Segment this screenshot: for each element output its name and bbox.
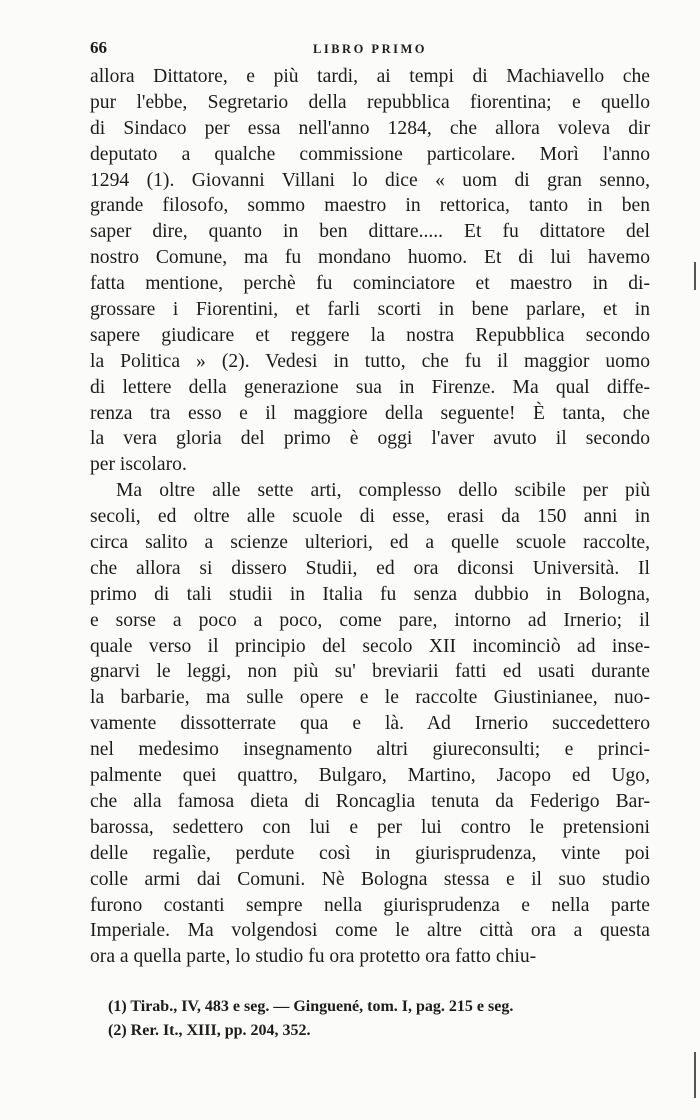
text-line: nostro Comune, ma fu mondano huomo. Et di lui havemo	[90, 247, 650, 269]
text-line: grande filosofo, sommo maestro in rettorica, tanto in ben	[90, 195, 650, 217]
text-line: saper dire, quanto in ben dittare..... Et fu dittatore del	[90, 221, 650, 243]
text-line: ora a quella parte, lo studio fu ora protetto ora fatto chiu-	[90, 946, 537, 968]
text-line: deputato a qualche commissione particolare. Morì l'anno	[90, 143, 650, 165]
page-header	[90, 38, 650, 64]
text-line: palmente quei quattro, Bulgaro, Martino, Jacopo ed Ugo,	[90, 765, 650, 787]
text-line: quale verso il principio del secolo XII incominciò ad inse-	[90, 635, 650, 657]
text-line: barossa, sedettero con lui e per lui contro le pretensioni	[90, 816, 650, 838]
text-line: che alla famosa dieta di Roncaglia tenuta da Federigo Bar-	[90, 790, 650, 812]
text-line: di lettere della generazione sua in Firenze. Ma qual diffe-	[90, 376, 650, 398]
page-edge-mark	[694, 262, 696, 290]
text-line: grossare i Fiorentini, et farli scorti in bene parlare, et in	[90, 299, 650, 321]
running-title: LIBRO PRIMO	[313, 42, 427, 56]
footnote-1: (1) Tirab., IV, 483 e seg. — Ginguené, tom. I, pag. 215 e seg.	[108, 998, 514, 1015]
text-line: la vera gloria del primo è oggi l'aver avuto il secondo	[90, 428, 650, 450]
text-line: che allora si dissero Studii, ed ora diconsi Università. Il	[90, 557, 650, 579]
text-line: circa salito a scienze ulteriori, ed a quelle scuole raccolte,	[90, 532, 650, 554]
footnotes	[108, 995, 648, 1043]
text-line: furono costanti sempre nella giurisprudenza e nella parte	[90, 894, 650, 916]
text-line: e sorse a poco a poco, come pare, intorno ad Irnerio; il	[90, 609, 650, 631]
text-line: fatta mentione, perchè fu cominciatore et maestro in di-	[90, 273, 650, 295]
text-line: sapere giudicare et reggere la nostra Repubblica secondo	[90, 324, 650, 346]
text-line: primo di tali studii in Italia fu senza dubbio in Bologna,	[90, 583, 650, 605]
text-line: Imperiale. Ma volgendosi come le altre città ora a questa	[90, 920, 650, 942]
paragraph-2	[90, 478, 650, 970]
text-line: secoli, ed oltre alle scuole di esse, erasi da 150 anni in	[90, 506, 650, 528]
text-line: Ma oltre alle sette arti, complesso dello scibile per più	[116, 480, 650, 502]
text-line: di Sindaco per essa nell'anno 1284, che allora voleva dir	[90, 117, 650, 139]
page-number: 66	[90, 38, 107, 57]
book-page	[90, 38, 650, 970]
text-line: 1294 (1). Giovanni Villani lo dice « uom di gran senno,	[90, 169, 650, 191]
text-line: renza tra esso e il maggiore della seguente! È tanta, che	[90, 402, 650, 424]
footnote-2: (2) Rer. It., XIII, pp. 204, 352.	[108, 1022, 311, 1039]
text-line: gnarvi le leggi, non più su' breviarii fatti ed usati durante	[90, 661, 650, 683]
text-line: delle regalìe, perdute così in giurisprudenza, vinte poi	[90, 842, 650, 864]
text-line: vamente dissotterrate qua e là. Ad Irnerio succedettero	[90, 713, 650, 735]
text-line: per iscolaro.	[90, 454, 187, 476]
text-line: la barbarie, ma sulle opere e le raccolte Giustinianee, nuo-	[90, 687, 650, 709]
paragraph-1	[90, 64, 650, 478]
text-line: allora Dittatore, e più tardi, ai tempi di Machiavello che	[90, 66, 650, 87]
text-line: pur l'ebbe, Segretario della repubblica fiorentina; e quello	[90, 91, 650, 113]
text-line: la Politica » (2). Vedesi in tutto, che fu il maggior uomo	[90, 350, 650, 372]
text-line: nel medesimo insegnamento altri giureconsulti; e princi-	[90, 739, 650, 761]
body-text	[90, 64, 650, 970]
text-line: colle armi dai Comuni. Nè Bologna stessa e il suo studio	[90, 868, 650, 890]
page-edge-mark	[694, 1052, 696, 1098]
